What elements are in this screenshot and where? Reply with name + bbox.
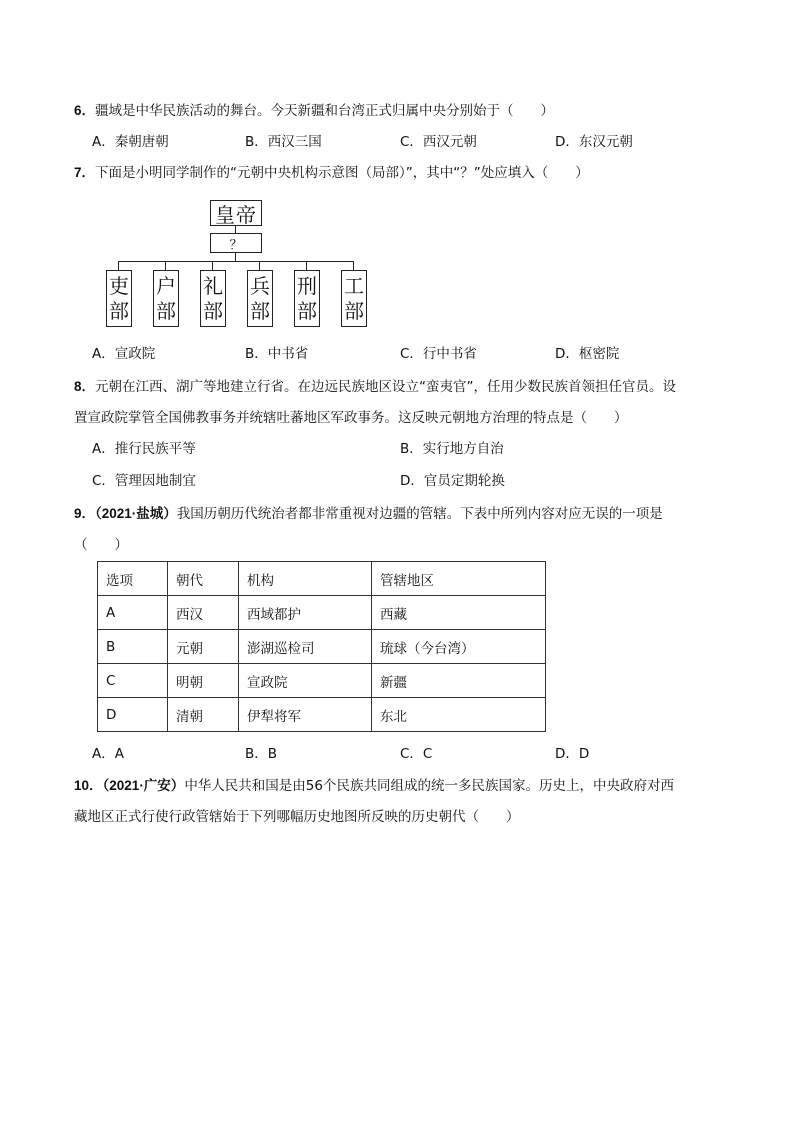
table-cell: 西藏 <box>372 596 546 630</box>
table-header: 选项 <box>98 562 168 596</box>
table-row <box>98 630 546 664</box>
dept-char: 部 <box>109 299 129 323</box>
question-number: 8． <box>74 379 96 394</box>
dept-char: 工 <box>344 274 364 298</box>
question-text: 下面是小明同学制作的“元朝中央机构示意图（局部）”，其中“？”处应填入（ ） <box>95 165 589 181</box>
table-cell: 东北 <box>372 698 546 732</box>
question-8-stem-line2: 置宣政院掌管全国佛教事务并统辖吐蕃地区军政事务。这反映元朝地方治理的特点是（ ） <box>74 410 628 426</box>
q7-option-d[interactable]: D．枢密院 <box>555 346 620 362</box>
q7-option-a[interactable]: A．宣政院 <box>92 346 156 362</box>
question-8-stem <box>74 377 676 397</box>
table-header: 管辖地区 <box>372 562 546 596</box>
diagram-question-box: ？ <box>210 233 262 253</box>
connector-line <box>165 261 166 270</box>
question-source: （2021·广安） <box>102 778 185 793</box>
question-number: 7． <box>74 165 96 180</box>
q9-option-c[interactable]: C．C <box>400 746 433 762</box>
table-row <box>98 596 546 630</box>
dept-box-bing-war <box>247 270 273 327</box>
table-header: 机构 <box>239 562 372 596</box>
connector-line <box>259 261 260 270</box>
connector-line <box>353 261 354 270</box>
q8-option-d[interactable]: D．官员定期轮换 <box>400 473 505 489</box>
dept-box-li-rites <box>200 270 226 327</box>
question-10-stem-line2: 藏地区正式行使行政管辖始于下列哪幅历史地图所反映的历史朝代（ ） <box>74 809 520 825</box>
table-cell: 澎湖巡检司 <box>239 630 372 664</box>
q9-option-d[interactable]: D．D <box>555 746 590 762</box>
question-source: （2021·盐城） <box>95 506 177 521</box>
table-cell: 琉球（今台湾） <box>372 630 546 664</box>
table-cell: D <box>98 698 168 732</box>
question-number: 9． <box>74 506 96 521</box>
yuan-central-org-diagram <box>100 195 380 335</box>
question-text: 中华人民共和国是由56个民族共同组成的统一多民族国家。历史上，中央政府对西 <box>184 778 674 794</box>
table-cell: 新疆 <box>372 664 546 698</box>
q9-option-a[interactable]: A．A <box>92 746 124 762</box>
dept-char: 部 <box>344 299 364 323</box>
connector-line <box>212 261 213 270</box>
dept-box-hu-revenue <box>153 270 179 327</box>
question-number: 10． <box>74 778 103 793</box>
q9-option-b[interactable]: B．B <box>245 746 278 762</box>
connector-line <box>235 253 236 261</box>
question-10-stem <box>74 776 674 796</box>
table-cell: A <box>98 596 168 630</box>
table-row <box>98 664 546 698</box>
q6-option-c[interactable]: C．西汉元朝 <box>400 134 477 150</box>
question-9-stem-line2: （ ） <box>74 537 128 553</box>
question-9-stem <box>74 504 663 524</box>
table-cell: 明朝 <box>168 664 239 698</box>
dept-char: 部 <box>250 299 270 323</box>
frontier-governance-table <box>97 561 546 732</box>
connector-line <box>306 261 307 270</box>
table-cell: B <box>98 630 168 664</box>
q7-option-c[interactable]: C．行中书省 <box>400 346 477 362</box>
dept-char: 兵 <box>250 274 270 298</box>
dept-char: 部 <box>156 299 176 323</box>
table-cell: 西汉 <box>168 596 239 630</box>
table-row <box>98 698 546 732</box>
q6-option-a[interactable]: A．秦朝唐朝 <box>92 134 169 150</box>
table-cell: 西域都护 <box>239 596 372 630</box>
question-text: 疆域是中华民族活动的舞台。今天新疆和台湾正式归属中央分别始于（ ） <box>95 103 555 119</box>
q6-option-d[interactable]: D．东汉元朝 <box>555 134 633 150</box>
table-cell: C <box>98 664 168 698</box>
connector-line <box>235 226 236 233</box>
q8-option-c[interactable]: C．管理因地制宜 <box>92 473 196 489</box>
q7-option-b[interactable]: B．中书省 <box>245 346 309 362</box>
q6-option-b[interactable]: B．西汉三国 <box>245 134 322 150</box>
question-number: 6． <box>74 103 96 118</box>
table-header-row <box>98 562 546 596</box>
dept-char: 部 <box>297 299 317 323</box>
dept-box-xing-justice <box>294 270 320 327</box>
dept-char: 户 <box>156 274 176 298</box>
table-cell: 元朝 <box>168 630 239 664</box>
dept-box-li-personnel <box>106 270 132 327</box>
dept-box-gong-works <box>341 270 367 327</box>
dept-char: 吏 <box>109 274 129 298</box>
diagram-emperor-box: 皇帝 <box>210 200 262 226</box>
connector-line <box>118 261 119 270</box>
connector-line <box>118 261 354 262</box>
table-header: 朝代 <box>168 562 239 596</box>
dept-char: 礼 <box>203 274 223 298</box>
q8-option-a[interactable]: A．推行民族平等 <box>92 441 196 457</box>
question-text: 我国历朝历代统治者都非常重视对边疆的管辖。下表中所列内容对应无误的一项是 <box>176 506 663 522</box>
question-7-stem <box>74 163 589 183</box>
question-text: 元朝在江西、湖广等地建立行省。在边远民族地区设立“蛮夷官”，任用少数民族首领担任官员。设 <box>95 379 677 395</box>
table-cell: 宣政院 <box>239 664 372 698</box>
question-6-stem <box>74 101 554 121</box>
q8-option-b[interactable]: B．实行地方自治 <box>400 441 504 457</box>
table-cell: 伊犁将军 <box>239 698 372 732</box>
table-cell: 清朝 <box>168 698 239 732</box>
dept-char: 刑 <box>297 274 317 298</box>
dept-char: 部 <box>203 299 223 323</box>
